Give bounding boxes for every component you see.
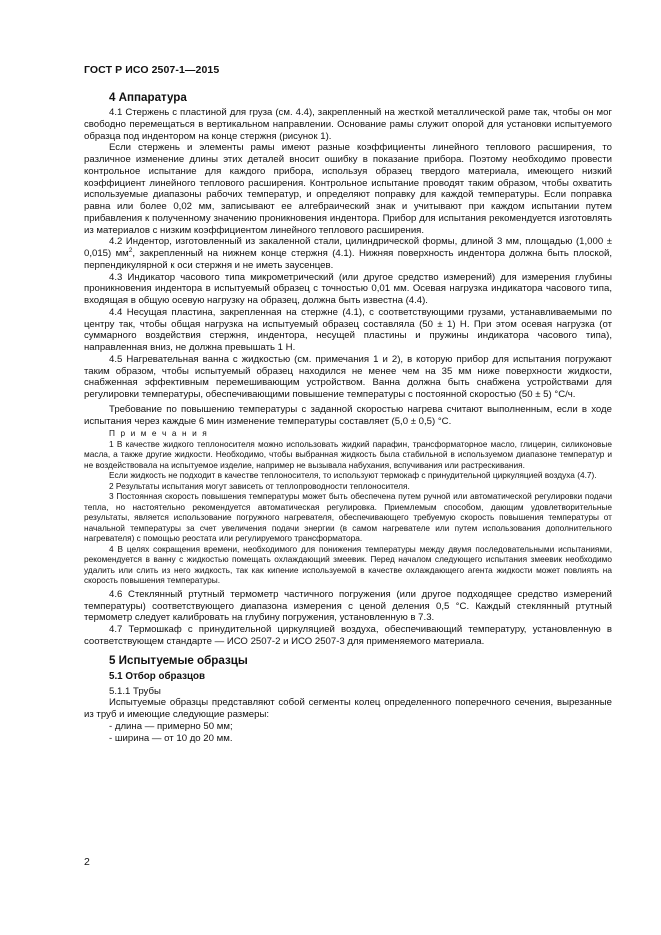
notes-block — [84, 428, 612, 586]
document-header: ГОСТ Р ИСО 2507-1—2015 — [84, 64, 220, 76]
paragraph-5-1-1-text: Испытуемые образцы представляют собой сегменты колец определенного поперечного сечения, вырезанные из труб и имеющие следующие размеры: — [84, 697, 612, 720]
list-item: - ширина — от 10 до 20 мм. — [109, 732, 233, 744]
list-item: - длина — примерно 50 мм; — [109, 720, 233, 732]
paragraph-4-2-text: 4.2 Индентор, изготовленный из закаленной стали, цилиндрической формы, длиной 3 мм, площадью (1,000 ± 0,015) мм — [84, 236, 612, 259]
note-4: 4 В целях сокращения времени, необходимого для понижения температуры между двумя последовательными испытаниями, рекомендуется в ванну с жидкостью помещать охлаждающий змеевик. Перед началом следующего испытания змеевик необходимо удалить или слить из него жидкость, так как кипение используемой в качестве охлаждающего агента жидкости может повлиять на скорость повышения температуры. — [84, 543, 612, 586]
paragraph-4-1-continued: Если стержень и элементы рамы имеют разные коэффициенты линейного теплового расширения, то различное изменение длины этих деталей вносит ошибку в показание прибора. Поэтому необходимо провести контрольное испытание для каждого прибора, используя образец твердого материала, имеющего низкий коэффициент линейного теплового расширения. Контрольное испытание проводят таким образом, чтобы охватить используемые диапазоны рабочих температур, и определяют поправку для каждой температуры. Если поправка равна или более 0,02 мм, записывают ее алгебраический знак и учитывают при каждом испытании путем прибавления к полученному значению проникновения индентора. Прибор для испытания рекомендуется изготовлять из материалов с низким коэффициентом линейного теплового расширения. — [84, 142, 612, 236]
page-body — [84, 90, 612, 744]
note-1-continued: Если жидкость не подходит в качестве теплоносителя, то используют термокаф с принудительной циркуляцией воздуха (4.7). — [109, 470, 597, 481]
paragraph-5-1-1: 5.1.1 Трубы — [109, 685, 161, 697]
note-3: 3 Постоянная скорость повышения температуры может быть обеспечена путем ручной или автоматической регулировки подачи тепла, но настоятельно рекомендуется автоматическая регулировка. Приемлемым способом, дающим удовлетворительные результаты, является использование погружного нагревателя, обеспечивающего требуемую скорость повышения температуры от начальной температуры за счет увеличения подачи энергии (в самом нагревателе или путем использования дополнительного нагревателя) с помощью реостата или регулируемого трансформатора. — [84, 491, 612, 544]
paragraph-4-7: 4.7 Термошкаф с принудительной циркуляцией воздуха, обеспечивающий температуру, установленную в соответствующем стандарте — ИСО 2507-2 и ИСО 2507-3 для применяемого материала. — [84, 624, 612, 647]
page-number: 2 — [84, 856, 90, 868]
paragraph-4-5-requirement: Требование по повышению температуры с заданной скоростью нагрева считают выполненным, если в ходе испытания через каждые 6 мин изменение температуры составляет (5,0 ± 0,5) °С. — [84, 403, 612, 427]
paragraph-4-6: 4.6 Стеклянный ртутный термометр частичного погружения (или другое подходящее средство измерений температуры) соответствующего диапазона измерения с ценой деления 0,5 °С. Каждый стеклянный ртутный термометр следует калибровать на глубину погружения, установленную в 7.3. — [84, 588, 612, 624]
paragraph-4-2-text-end: , закрепленный на нижнем конце стержня (4.1). Нижняя поверхность индентора должна быть плоской, перпендикулярной к оси стержня и не иметь заусенцев. — [84, 248, 612, 271]
paragraph-4-4: 4.4 Несущая пластина, закрепленная на стержне (4.1), с соответствующими грузами, устанавливаемыми по центру так, чтобы общая нагрузка на испытуемый образец составляла (50 ± 1) Н. При этом осевая нагрузка (от суммарного воздействия стержня, индентора, несущей пластины и пружины индикатора часового типа), направленная вниз, не должна превышать 1 Н. — [84, 306, 612, 353]
notes-label: П р и м е ч а н и я — [109, 428, 209, 439]
section-5-title: 5 Испытуемые образцы — [109, 653, 248, 667]
note-2: 2 Результаты испытания могут зависеть от теплопроводности теплоносителя. — [109, 480, 410, 491]
paragraph-4-1: 4.1 Стержень с пластиной для груза (см. 4.4), закрепленный на жесткой металлической раме так, чтобы он мог свободно перемещаться в вертикальном направлении. Основание рамы служит опорой для установки испытуемого образца под индентором на конце стержня (рисунок 1). — [84, 107, 612, 142]
paragraph-4-2 — [84, 236, 612, 271]
section-4-title: 4 Аппаратура — [109, 91, 187, 104]
paragraph-4-3: 4.3 Индикатор часового типа микрометрический (или другое средство измерений) для измерения глубины проникновения индентора в испытуемый образец с точностью 0,01 мм. Осевая нагрузка индикатора часового типа, входящая в общую осевую нагрузку на образец, должна быть известна (4.4). — [84, 271, 612, 306]
note-1: 1 В качестве жидкого теплоносителя можно использовать жидкий парафин, трансформаторное масло, глицерин, силиконовые масла, а также другие жидкости. Необходимо, чтобы выбранная жидкость была стабильной в используемом диапазоне температур и не воздействовала на испытуемое изделие, например не вызывала набухания, вспучивания или растрескивания. — [84, 438, 612, 470]
paragraph-4-5: 4.5 Нагревательная ванна с жидкостью (см. примечания 1 и 2), в которую прибор для испытания погружают таким образом, чтобы испытуемый образец находился не менее чем на 35 мм ниже поверхности жидкости, снабженная эффективным перемешивающим устройством. Ванна должна быть снабжена устройствами для регулировки температуры, обеспечивающими повышение температуры с постоянной скоростью (50 ± 5) °С/ч. — [84, 353, 612, 400]
superscript-2: 2 — [128, 246, 133, 254]
subsection-5-1-title: 5.1 Отбор образцов — [109, 670, 205, 682]
